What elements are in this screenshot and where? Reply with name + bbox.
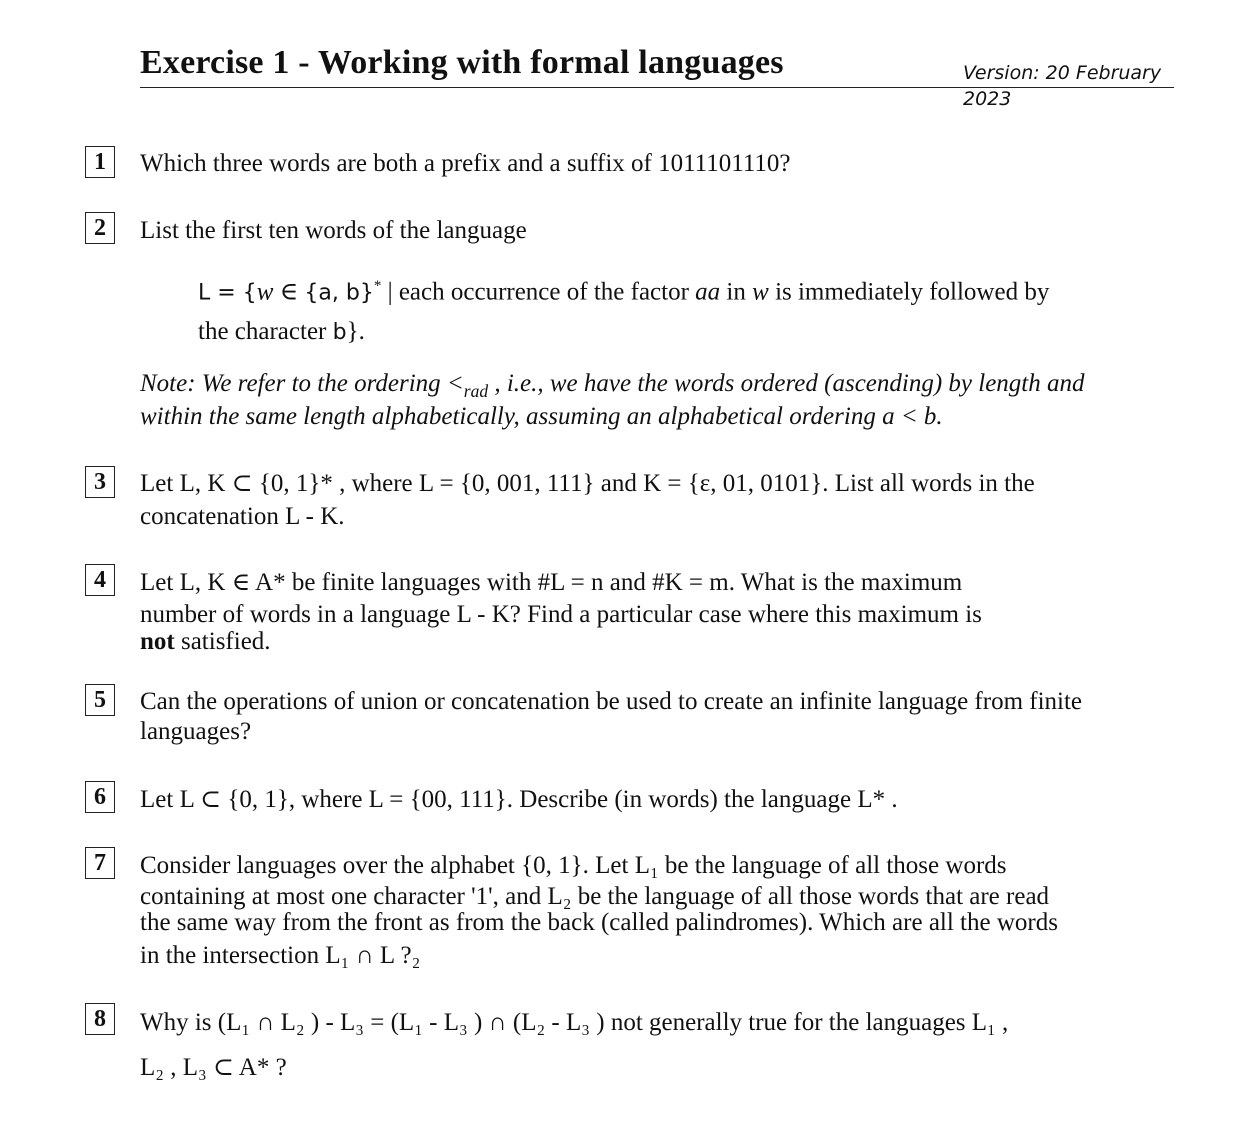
question-3-line-1: Let L, K ⊂ {0, 1}* , where L = {0, 001, 111} and K = {ε, 01, 0101}. List all words in the — [140, 470, 1035, 497]
question-2-formula-line-2: the character b}. — [198, 318, 365, 345]
question-2-note-line-2: within the same length alphabetically, assuming an alphabetical ordering a < b. — [140, 403, 943, 430]
question-8-line-2: L₂ , L₃ ⊂ A* ? — [140, 1054, 287, 1081]
question-4-line-1: Let L, K ∈ A* be finite languages with #L = n and #K = m. What is the maximum — [140, 569, 963, 596]
page-title: Exercise 1 - Working with formal languages — [140, 44, 784, 81]
question-4-line-2: number of words in a language L - K? Find a particular case where this maximum is — [140, 601, 982, 628]
question-7-line-1: Consider languages over the alphabet {0, 1}. Let L₁ be the language of all those words — [140, 852, 1007, 879]
question-number-6: 6 — [85, 781, 115, 813]
question-1-text: Which three words are both a prefix and a suffix of 1011101110? — [140, 150, 791, 177]
question-7-line-4: in the intersection L₁ ∩ L ?₂ — [140, 942, 421, 969]
version-line-2: 2023 — [963, 88, 1012, 110]
question-2-intro: List the first ten words of the language — [140, 217, 527, 244]
question-4-line-3: not satisfied. — [140, 628, 271, 655]
question-number-1: 1 — [85, 146, 115, 178]
question-2-note-line-1: Note: We refer to the ordering $<_{rad}$ , i.e., we have the words ordered (ascending) by length and — [140, 370, 1085, 401]
question-5-line-1: Can the operations of union or concatenation be used to create an infinite language from finite — [140, 688, 1083, 715]
question-number-4: 4 — [85, 564, 115, 596]
question-number-3: 3 — [85, 466, 115, 498]
question-7-line-3: the same way from the front as from the back (called palindromes). Which are all the words — [140, 909, 1058, 936]
question-6-line-1: Let L ⊂ {0, 1}, where L = {00, 111}. Describe (in words) the language L* . — [140, 786, 898, 813]
title-rule — [140, 87, 1174, 88]
question-2-formula-line-1: L = {w ∈ {a, b}* | each occurrence of the factor aa in w is immediately followed by — [198, 278, 1050, 306]
question-number-2: 2 — [85, 212, 115, 244]
question-number-7: 7 — [85, 847, 115, 879]
question-3-line-2: concatenation L - K. — [140, 503, 345, 530]
question-5-line-2: languages? — [140, 718, 252, 745]
question-number-8: 8 — [85, 1003, 115, 1035]
question-8-line-1: Why is (L₁ ∩ L₂ ) - L₃ = (L₁ - L₃ ) ∩ (L₂ - L₃ ) not generally true for the languages L₁ , — [140, 1009, 1009, 1036]
question-7-line-2: containing at most one character '1', and L₂ be the language of all those words that are read — [140, 883, 1050, 910]
question-number-5: 5 — [85, 684, 115, 716]
version-line-1: Version: 20 February — [963, 62, 1162, 84]
